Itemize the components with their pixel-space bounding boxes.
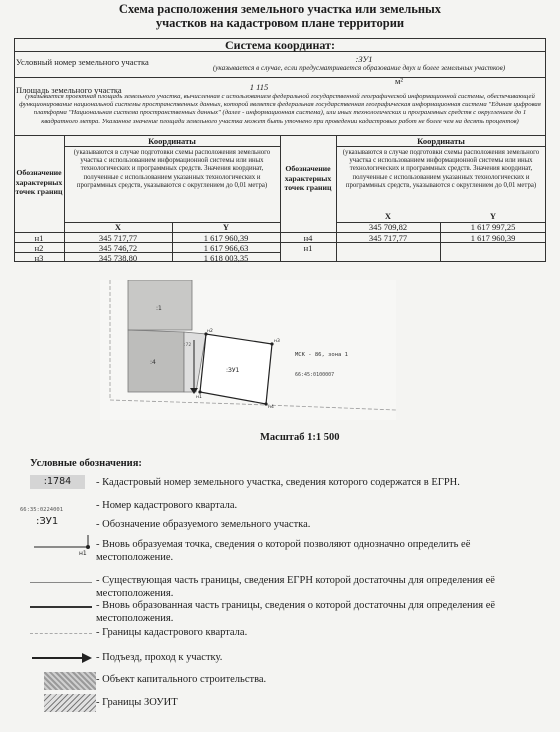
document-title [60, 2, 500, 30]
header-coords-right: Координаты [417, 136, 465, 146]
header-points-right: Обозначение характерных точек границ [284, 164, 332, 192]
title-line-2: участков на кадастровом плане территории [155, 16, 405, 30]
coord-y: 1 617 997,25 [470, 222, 516, 232]
point-n3-label: н3 [274, 339, 280, 344]
legend-text: - Подъезд, проход к участку. [96, 652, 223, 663]
area-note: (указывается проектная площадь земельного участка, вычисленная с использованием федеральной государственной географической информационной системы, обеспечивающей функционирование национальной системы пространственных данных, которой является федеральная государственная географическая информационная система "Единая цифровая платформа "Национальная система пространственных данных" (далее - информационная система), или иных технологических и программных средств с округлением до 1 квадратного метра. Указанное значение площади земельного участка может быть уточнено при проведении кадастровых работ не более чем на десять процентов) [19, 93, 541, 125]
header-points-left: Обозначение характерных точек границ [15, 168, 63, 196]
parcel-1-label: :1 [156, 305, 162, 312]
point-label: н4 [303, 233, 313, 243]
coord-x: 345 709,82 [368, 222, 408, 232]
scale-label: Масштаб 1:1 500 [260, 432, 340, 443]
legend-text: - Границы ЗОУИТ [96, 697, 178, 708]
point-n1 [198, 390, 201, 393]
legend-symbol-cadastral-number: :1784 [30, 475, 85, 489]
conditional-number-row [14, 54, 546, 76]
legend-symbol-access-arrow [30, 652, 94, 664]
legend-text: - Вновь образуемая точка, сведения о которой позволяют однозначно определить её местоположение. [96, 539, 471, 563]
legend-symbol-existing-boundary [30, 582, 92, 583]
coord-y: 1 617 960,39 [203, 233, 249, 243]
msk-label: МСК - 86, зона 1 [295, 352, 348, 358]
coordinate-system-label: Система координат: [225, 38, 335, 52]
point-label: н1 [303, 243, 313, 253]
coords-note-right: (указываются в случае подготовки схемы расположения земельного участка с использованием информационной системы или иных технологических и программных средств. Значения координат, полученные с использованием указанных технологических и программных средств, указываются с округлением до 0,01 метра) [342, 149, 540, 189]
header-coords-left: Координаты [148, 136, 196, 146]
parcel-4-area [128, 330, 184, 392]
coordinate-system-header [14, 38, 546, 52]
table-grid [336, 146, 546, 147]
legend-text: - Границы кадастрового квартала. [96, 627, 248, 638]
legend-text: - Обозначение образуемого земельного участка. [96, 519, 311, 530]
point-label: н1 [34, 233, 44, 243]
parcel-4-label: :4 [150, 359, 156, 366]
legend-text: - Существующая часть границы, сведения ЕГРН которой достаточны для определения её местоположения. [96, 575, 495, 599]
point-n4-label: н4 [268, 405, 274, 410]
point-label: н3 [34, 253, 44, 263]
area-unit: м² [395, 76, 403, 86]
coords-note-left: (указываются в случае подготовки схемы расположения земельного участка с использованием информационной системы или иных технологических и программных средств. Значения координат, полученные с использованием указанных технологических и программных средств, указываются с округлением до 0,01 метра) [73, 149, 271, 189]
coord-x: 345 746,72 [98, 243, 138, 253]
col-x-right: X [384, 211, 392, 221]
legend-text: - Номер кадастрового квартала. [96, 500, 238, 511]
legend-symbol-zouit [44, 694, 96, 712]
title-line-1: Схема расположения земельного участка или земельных [118, 2, 442, 16]
table-grid [64, 146, 280, 147]
col-x-left: X [114, 222, 122, 232]
coord-x: 345 717,77 [368, 233, 408, 243]
coord-y: 1 617 966,63 [203, 243, 249, 253]
point-n2-label: н2 [207, 329, 213, 334]
legend-symbol-quarter: 66:35:0224001 [20, 507, 64, 513]
coord-x: 345 717,77 [98, 233, 138, 243]
legend-symbol-quarter-boundary [30, 633, 92, 634]
col-y-right: Y [489, 211, 497, 221]
conditional-number-note: (указывается в случае, если предусматривается образование двух и более земельных участков) [212, 64, 506, 72]
coord-x: 345 738,80 [98, 253, 138, 263]
legend-symbol-point-label: н1 [79, 550, 87, 557]
legend-title: Условные обозначения: [30, 458, 142, 469]
legend-text: - Объект капитального строительства. [96, 674, 267, 685]
legend-text: - Вновь образованная часть границы, сведения о которой достаточны для определения её местоположения. [96, 600, 496, 624]
legend-symbol-new-boundary [30, 606, 92, 608]
col-y-left: Y [222, 222, 230, 232]
quarter-label: 66:45:0100007 [295, 372, 335, 378]
area-row [14, 78, 546, 134]
cadastral-map [100, 280, 396, 420]
point-n1-label: н1 [196, 395, 202, 400]
legend-symbol-building [44, 672, 96, 690]
parcel-72-label: :72 [184, 343, 192, 348]
conditional-number-label: Условный номер земельного участка [16, 57, 149, 67]
coord-y: 1 617 960,39 [470, 233, 516, 243]
area-label: Площадь земельного участка [16, 85, 122, 95]
area-value: 1 115 [249, 82, 269, 92]
legend-symbol-zu: :ЗУ1 [36, 516, 59, 527]
conditional-number-value: :ЗУ1 [355, 54, 373, 64]
legend-text: - Кадастровый номер земельного участка, сведения которого содержатся в ЕГРН. [96, 477, 460, 488]
point-label: н2 [34, 243, 44, 253]
zu1-label: :ЗУ1 [226, 367, 240, 374]
coord-y: 1 618 003,35 [203, 253, 249, 263]
